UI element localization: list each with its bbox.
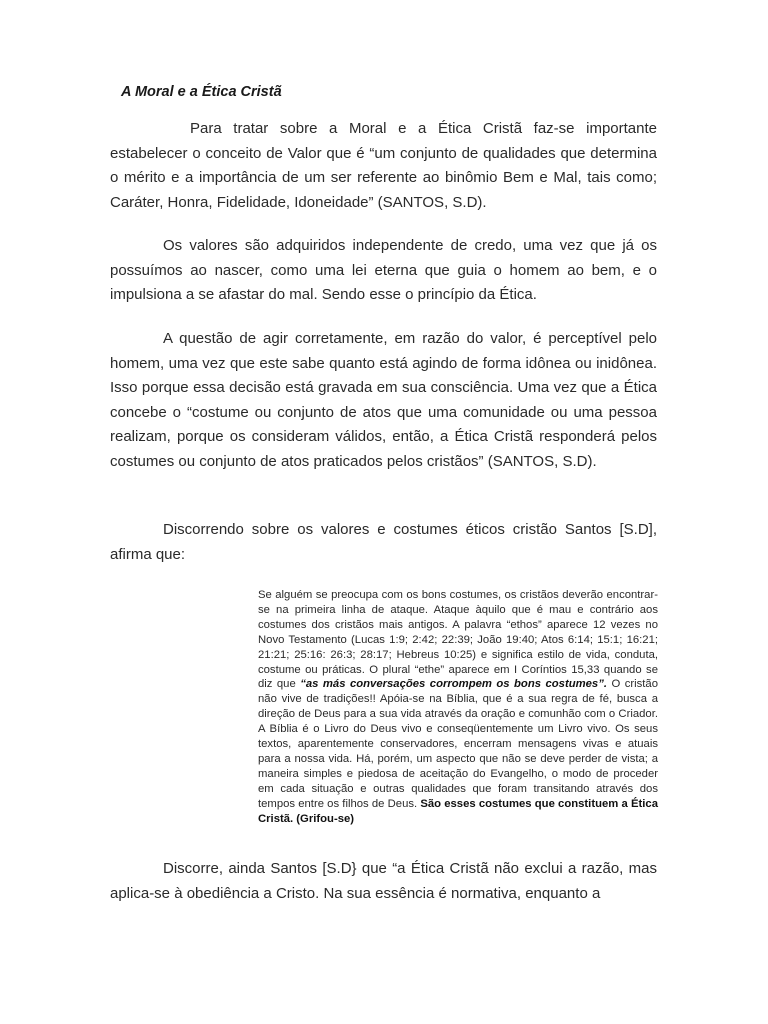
- paragraph-1: Para tratar sobre a Moral e a Ética Cristã faz-se importante estabelecer o conceito de Valor que é “um conjunto de qualidades que determina o mérito e a importância de um ser referente ao binômio Bem e Mal, tais como; Caráter, Honra, Fidelidade, Idoneidade” (SANTOS, S.D).: [110, 120, 657, 211]
- paragraph-5: Discorre, ainda Santos [S.D} que “a Ética Cristã não exclui a razão, mas aplica-se à obediência a Cristo. Na sua essência é normativa, enquanto a: [110, 860, 657, 902]
- paragraph-4: Discorrendo sobre os valores e costumes éticos cristão Santos [S.D], afirma que:: [110, 521, 657, 563]
- quote-text-part-2: O cristão não vive de tradições!! Apóia-se na Bíblia, que é a sua regra de fé, busca a direção de Deus para a sua vida através da oração e comunhão com o Criador. A Bíblia é o Livro do Deus vivo e conseqüentemente um Livro vivo. Os seus textos, aparentemente conservadores, encerram mensagens vivas e atuais para a nossa vida. Há, porém, um aspecto que não se deve perder de vista; a maneira simples e piedosa de aceitação do Evangelho, o modo de proceder em cada situação e outras qualidades que foram transitando através dos tempos entre os filhos de Deus.: [258, 678, 658, 810]
- paragraph-2: Os valores são adquiridos independente de credo, uma vez que já os possuímos ao nascer, como uma lei eterna que guia o homem ao bem, e o impulsiona a se afastar do mal. Sendo esse o princípio da Ética.: [110, 237, 657, 304]
- block-quote: [258, 588, 658, 827]
- document-title: A Moral e a Ética Cristã: [121, 84, 282, 100]
- quote-text-part-1: Se alguém se preocupa com os bons costumes, os cristãos deverão encontrar-se na primeira linha de ataque. Ataque àquilo que é mau e contrário aos costumes dos cristãos mais antigos. A palavra “ethos” aparece 12 vezes no Novo Testamento (Lucas 1:9; 2:42; 22:39; João 19:40; Atos 6:14; 15:1; 16:21; 21:21; 25:16: 26:3; 28:17; Hebreus 10:25) e significa estilo de vida, conduta, costume ou práticas. O plural “ethe” aparece em I Coríntios 15,33 quando se diz que: [258, 589, 658, 691]
- paragraph-3: A questão de agir corretamente, em razão do valor, é perceptível pelo homem, uma vez que este sabe quanto está agindo de forma idônea ou inidônea. Isso porque essa decisão está gravada em sua consciência. Uma vez que a Ética concebe o “costume ou conjunto de atos que uma comunidade ou uma pessoa realizam, porque os consideram válidos, então, a Ética Cristã responderá pelos costumes ou conjunto de atos praticados pelos cristãos” (SANTOS, S.D).: [110, 330, 657, 470]
- quote-closing: São esses costumes que constituem a Ética Cristã. (Grifou-se): [258, 797, 658, 825]
- quote-emphasis: “as más conversações corrompem os bons costumes”.: [300, 678, 608, 691]
